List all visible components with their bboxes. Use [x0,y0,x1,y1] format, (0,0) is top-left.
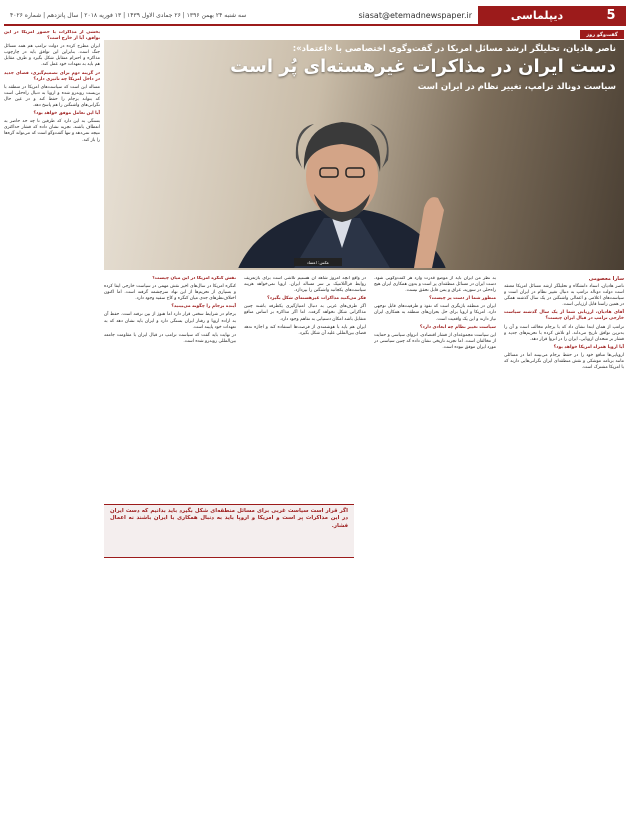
interviewee-photo [224,98,464,268]
body-paragraph: به نظر من ایران باید از موضع قدرت وارد هر گفت‌وگویی شود. دست ایران در مسائل منطقه‌ای پر است و بدون همکاری ایران هیچ راه‌حلی در سوریه، عراق و یمن قابل تحقق نیست. [374,276,496,294]
interview-question: آقای هادیان، ارزیابی شما از یک سال گذشته سیاست خارجی ترامپ در قبال ایران چیست؟ [504,310,624,322]
left-column [4,30,100,815]
body-paragraph: ایران مطرح کرده در دولت ترامپ هم همه مسائل جنگ است. بنابراین این توافق باید در چارچوب مذاکره و احترام متقابل شکل بگیرد و طرف مقابل هم باید به تعهدات خود عمل کند. [4,44,100,68]
page-number: 5 [596,6,626,24]
interview-question: بخشی از مذاکرات با حضور امریکا در این توافق، آیا از خارج است؟ [4,30,100,42]
interview-question: نقش کنگره امریکا در این میان چیست؟ [152,276,236,281]
body-paragraph: مساله این است که سیاست‌های امریکا در منطقه با بن‌بست روبه‌رو شده و اروپا به دنبال راه‌حلی است که بتواند برجام را حفظ کند و در عین حال نگرانی‌های واشنگتن را هم پاسخ دهد. [4,84,100,109]
pull-quote: اگر قرار است سیاست غربی برای مسائل منطقه‌ای شکل بگیرد باید بدانیم که دست ایران در این مذاکرات پر است و امریکا و اروپا باید به دنبال همکاری با ایران باشند نه اعمال فشار. [104,504,354,558]
feature-overline: ناصر هادیان، تحلیلگر ارشد مسائل امریکا در گفت‌وگوی اختصاصی با «اعتماد»: [292,44,616,54]
section-email[interactable]: siasat@etemadnewspaper.ir [358,10,472,20]
interview-question: فکر می‌کنید مذاکرات غیرهسته‌ای شکل بگیرد؟ [267,296,366,302]
body-paragraph: ترامپ از همان ابتدا نشان داد که با برجام مخالف است و آن را بدترین توافق تاریخ می‌داند. او تلاش کرده با تحریم‌های جدید و فشار بر متحدان اروپایی، ایران را در انزوا قرار دهد. [504,324,624,342]
article-column-1 [504,276,624,815]
author-byline: سارا معصومی [588,276,624,282]
interview-question: سیاست تغییر نظام چه ابعادی دارد؟ [419,324,496,330]
body-paragraph: این سیاست مجموعه‌ای از فشار اقتصادی، انزوای سیاسی و حمایت از مخالفان است. اما تجربه تاریخی نشان داده که چنین سیاستی در مورد ایران موفق نبوده است. [374,332,496,350]
interview-question: در گزینه دوم برای تصمیم‌گیری، فضای جدید در داخل امریکا چه تاثیری دارد؟ [4,70,100,82]
body-paragraph: ناصر هادیان، استاد دانشگاه و تحلیلگر ارشد مسائل امریکا معتقد است دولت دونالد ترامپ به دنبال تغییر نظام در ایران است و سیاست‌های اعلامی و اعمالی واشنگتن در یک سال گذشته همگی در همین راستا قابل ارزیابی است. [504,284,624,308]
feature-subtitle: سیاست دونالد ترامپ، تغییر نظام در ایران است [417,82,616,92]
interview-question: آیا این تعامل موفق خواهد بود؟ [33,111,100,117]
body-paragraph: بستگی به این دارد که طرفین تا چه حد حاضر به انعطاف باشند. تجربه نشان داده که فشار حداکثری نتیجه نمی‌دهد و تنها گفت‌وگو است که می‌تواند گره‌ها را باز کند. [4,119,100,143]
issue-line: سه شنبه ۲۴ بهمن ۱۳۹۶ | ۲۶ جمادی الاول ۱۴۳۹ | ۱۳ فوریه ۲۰۱۸ | سال پانزدهم | شماره ۴۰۲۶ [10,11,247,19]
feature-banner [104,40,624,270]
photo-credit: عکس: اعتماد [294,258,342,266]
interview-question: آیا اروپا همراه امریکا خواهد بود؟ [553,344,624,350]
interview-question: منظور شما از دست پر چیست؟ [429,296,496,302]
body-paragraph: در نهایت باید گفت که سیاست ترامپ در قبال ایران با مقاومت جامعه بین‌المللی روبه‌رو شده است. [104,332,236,344]
section-name: دیپلماسی [478,6,596,24]
feature-kicker: گفت‌وگو روز [580,30,624,39]
page-header [4,6,626,26]
body-paragraph: اروپایی‌ها منافع خود را در حفظ برجام می‌بینند اما در مسائلی مانند برنامه موشکی و نقش منطقه‌ای ایران نگرانی‌هایی دارند که با امریکا مشترک است. [504,352,624,371]
body-paragraph: ایران هم باید با هوشمندی از فرصت‌ها استفاده کند و اجازه ندهد فضای بین‌المللی علیه آن شکل بگیرد. [244,324,366,336]
interview-question: آینده برجام را چگونه می‌بینید؟ [171,304,236,310]
feature-title: دست ایران در مذاکرات غیرهسته‌ای پُر است [230,56,616,77]
body-paragraph: در واقع آنچه امروز شاهد آن هستیم تلاشی است برای بازتعریف روابط فراآتلانتیک بر سر مساله ایران. اروپا نمی‌خواهد هزینه سیاست‌های یکجانبه واشنگتن را بپردازد. [244,276,366,294]
body-paragraph: ایران در منطقه بازیگری است که نفوذ و ظرفیت‌های قابل توجهی دارد. امریکا و اروپا برای حل بحران‌های منطقه به همکاری ایران نیاز دارند و این یک واقعیت است. [374,304,496,322]
body-paragraph: برجام در شرایط سختی قرار دارد اما هنوز از بین نرفته است. حفظ آن به اراده اروپا و رفتار ایران بستگی دارد و ایران باید نشان دهد که به تعهدات خود پایبند است. [104,312,236,330]
body-paragraph: کنگره امریکا در سال‌های اخیر نقش مهمی در سیاست خارجی ایفا کرده و بسیاری از تحریم‌ها از این نهاد سرچشمه گرفته است. اما اکنون اختلاف‌نظرهای جدی میان کنگره و کاخ سفید وجود دارد. [104,284,236,302]
body-paragraph: اگر طرف‌های غربی به دنبال امتیازگیری یکطرفه باشند چنین مذاکراتی شکل نخواهد گرفت. اما اگر مذاکره بر اساس منافع متقابل باشد امکان دستیابی به تفاهم وجود دارد. [244,304,366,322]
article-column-2 [374,276,496,815]
